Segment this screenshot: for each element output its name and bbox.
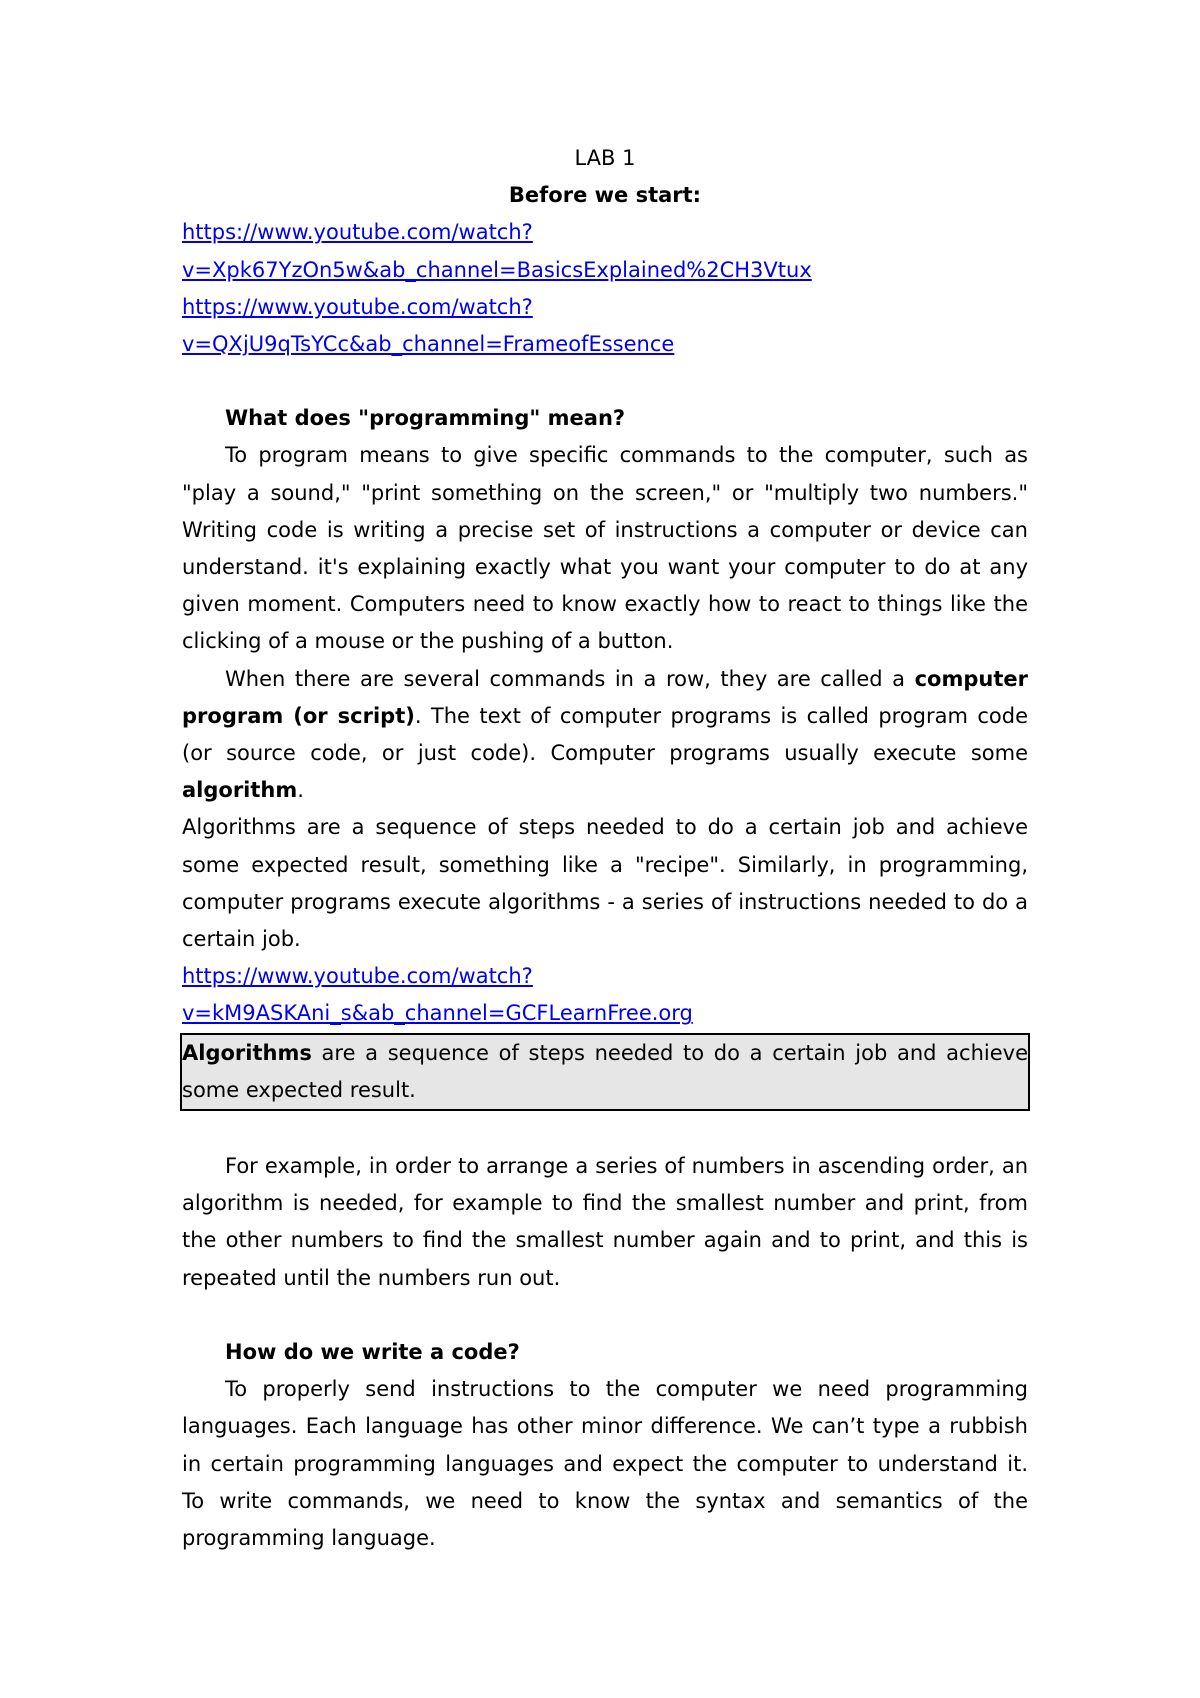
youtube-link-1-line2: v=Xpk67YzOn5w&ab_channel=BasicsExplained%2CH3Vtux <box>182 257 812 282</box>
text-run: . <box>297 778 304 803</box>
paragraph-example: For example, in order to arrange a series of numbers in ascending order, an algorithm is needed, for example to find the smallest number and print, from the other numbers to find the smallest number again and to print, and this is repeated until the numbers run out. <box>182 1154 1028 1290</box>
definition-text: are a sequence of steps needed to do a certain job and achieve some expected result. <box>182 1040 1028 1102</box>
page-title: LAB 1 <box>574 146 636 170</box>
document-content <box>182 140 1028 1557</box>
paragraph-algorithms: Algorithms are a sequence of steps needed to do a certain job and achieve some expected result, something like a "recipe". Similarly, in programming, computer programs execute algorithms - a series of instructions needed to do a certain job. <box>182 815 1028 952</box>
bold-term-computer-program: computer program (or script) <box>182 666 1028 728</box>
spacer <box>182 1111 1028 1148</box>
bold-term-algorithm: algorithm <box>182 778 298 803</box>
youtube-link-1-line1: https://www.youtube.com/watch? <box>182 220 533 245</box>
youtube-link-2-line2: v=QXjU9qTsYCc&ab_channel=FrameofEssence <box>182 332 675 357</box>
definition-term: Algorithms <box>182 1040 312 1065</box>
text-run: . The text of computer programs is called program code (or source code, or just code). Computer programs usually execute some <box>182 703 1028 766</box>
youtube-link-2[interactable] <box>182 289 1028 363</box>
youtube-link-3[interactable] <box>182 958 1028 1032</box>
paragraph-computer-program <box>182 661 1028 810</box>
definition-box <box>180 1033 1030 1111</box>
spacer <box>182 363 1028 400</box>
youtube-link-3-line2: v=kM9ASKAni_s&ab_channel=GCFLearnFree.org <box>182 1001 693 1026</box>
section-heading-write-code: How do we write a code? <box>225 1339 520 1364</box>
youtube-link-2-line1: https://www.youtube.com/watch? <box>182 294 533 319</box>
section-heading-programming: What does "programming" mean? <box>225 406 626 431</box>
spacer <box>182 1297 1028 1334</box>
page-subtitle: Before we start: <box>508 183 702 208</box>
paragraph-write-code: To properly send instructions to the computer we need programming languages. Each language has other minor difference. We can’t type a rubbish in certain programming languages and expect the computer to understand it. To write commands, we need to know the syntax and semantics of the programming language. <box>182 1377 1028 1550</box>
youtube-link-1[interactable] <box>182 214 1028 288</box>
text-run: When there are several commands in a row, they are called a <box>225 666 915 691</box>
youtube-link-3-line1: https://www.youtube.com/watch? <box>182 964 533 989</box>
paragraph-program-definition: To program means to give specific commands to the computer, such as "play a sound," "print something on the screen," or "multiply two numbers." Writing code is writing a precise set of instructions a computer or device can understand. it's explaining exactly what you want your computer to do at any given moment. Computers need to know exactly how to react to things like the clicking of a mouse or the pushing of a button. <box>182 443 1028 654</box>
